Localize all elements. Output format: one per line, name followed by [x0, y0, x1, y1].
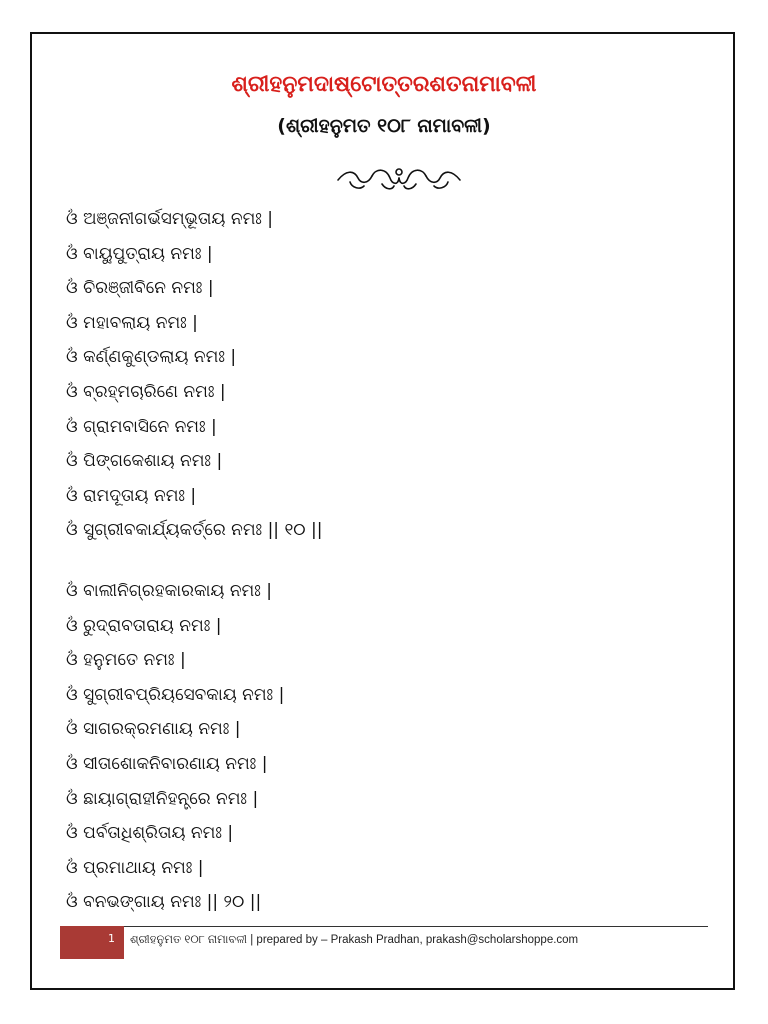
- list-item: ଓଁ ସାଗରକ୍ରମଣାୟ ନମଃ |: [66, 719, 241, 740]
- list-item: ଓଁ ଚିରଞ୍ଜୀବିନେ ନମଃ |: [66, 278, 214, 299]
- footer-divider: [60, 926, 708, 927]
- page-title: ଶ୍ରୀହନୁମଦାଷ୍ଟୋତ୍ତରଶତନାମାବଳୀ: [231, 72, 537, 97]
- decorative-flourish-icon: [334, 160, 464, 196]
- list-item: ଓଁ ରାମଦୂତାୟ ନମଃ |: [66, 485, 197, 506]
- list-item: ଓଁ ପର୍ବତାଧିଶ୍ରିତାୟ ନମଃ |: [66, 823, 234, 844]
- list-item: ଓଁ କର୍ଣ୍ଣକୁଣ୍ଡଲାୟ ନମଃ |: [66, 347, 237, 368]
- list-item: ଓଁ ଗ୍ରାମବାସିନେ ନମଃ |: [66, 416, 217, 437]
- list-item: ଓଁ ଅଞ୍ଜନୀଗର୍ଭସମ୍ଭୂତାୟ ନମଃ |: [66, 209, 274, 229]
- footer-text: ଶ୍ରୀହନୁମତ ୧୦୮ ନାମାବଳୀ | prepared by – Prakash Pradhan, prakash@scholarshoppe.com: [130, 934, 579, 946]
- names-list-11-to-20: [66, 574, 284, 920]
- list-item: ଓଁ ହନୁମତେ ନମଃ |: [66, 650, 186, 671]
- page-subtitle: (ଶ୍ରୀହନୁମତ ୧୦୮ ନାମାବଳୀ): [277, 115, 491, 137]
- list-item: ଓଁ ପ୍ରମାଥାୟ ନମଃ |: [66, 857, 204, 878]
- page-number: 1: [108, 932, 115, 945]
- list-item: ଓଁ ବନଭଙ୍ଗାୟ ନମଃ || ୨୦ ||: [66, 892, 262, 913]
- list-item: ଓଁ ସୁଗ୍ରୀବପ୍ରିୟସେବକାୟ ନମଃ |: [66, 684, 285, 705]
- list-item: ଓଁ ମହାବଲାୟ ନମଃ |: [66, 312, 198, 333]
- list-item: ଓଁ ସୀତାଶୋକନିବାରଣାୟ ନମଃ |: [66, 753, 268, 774]
- list-item: ଓଁ ବାଲୀନିଗ୍ରହକାରକାୟ ନମଃ |: [66, 581, 273, 601]
- list-item: ଓଁ ପିଙ୍ଗକେଶାୟ ନମଃ |: [66, 451, 223, 472]
- list-item: ଓଁ ରୁଦ୍ରାବତାରାୟ ନମଃ |: [66, 615, 222, 636]
- names-list-1-to-10: [66, 202, 322, 548]
- list-item: ଓଁ ଛାୟାଗ୍ରାହୀନିହନ୍ତ୍ରେ ନମଃ |: [66, 788, 259, 809]
- list-item: ଓଁ ବାୟୁପୁତ୍ରାୟ ନମଃ |: [66, 243, 213, 264]
- list-item: ଓଁ ବ୍ରହ୍ମଚାରିଣେ ନମଃ |: [66, 381, 226, 402]
- list-item: ଓଁ ସୁଗ୍ରୀବକାର୍ଯ୍ୟକର୍ତ୍ରେ ନମଃ || ୧୦ ||: [66, 520, 323, 541]
